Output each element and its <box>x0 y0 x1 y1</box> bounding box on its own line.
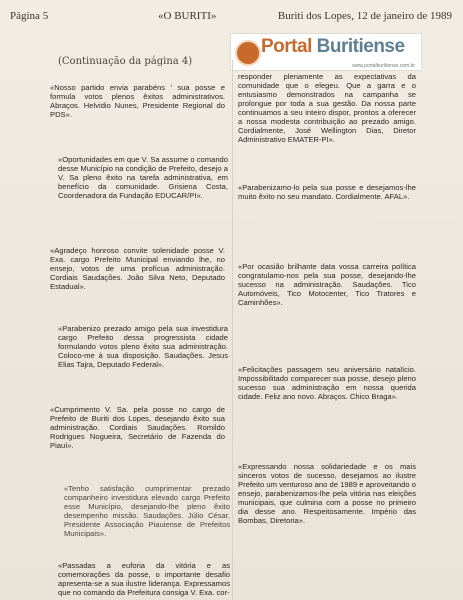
message-deputado-federal: «Parabenizo prezado amigo pela sua investidura cargo Prefeito dessa progressista cidade formulando votos pleno êxito sua administração. Coloco-me à sua disposição. Saudações. Jesus Elias Tajra, Deputado Federal». <box>58 324 228 369</box>
message-educar: «Oportunidades em que V. Sa assume o comando desse Município na condição de Prefeito, desejo a V. Sa pleno êxito na tarefa administrativa, em benefício da comunidade. Grisiena Costa, Coordenadora da Fundação EDUCAR/PI». <box>58 155 228 200</box>
issue-date: Buriti dos Lopes, 12 de janeiro de 1989 <box>277 10 452 22</box>
message-deputado-estadual: «Agradeço honroso convite solenidade posse V. Exa. cargo Prefeito Municipal enviando lhe, no ensejo, votos de uma profícua administração. Cordiais Saudações. João Silva Neto, Deputado Estadual». <box>50 246 225 291</box>
portal-buritiense-logo <box>230 33 422 71</box>
logo-url: www.portalburitiense.com.br <box>352 63 415 69</box>
logo-mark-icon <box>235 40 261 66</box>
message-afal: «Parabenizamo-lo pela sua posse e desejamos-lhe muito êxito no seu mandato. Cordialmente. AFAL». <box>238 183 416 201</box>
page-number: Página 5 <box>10 10 49 22</box>
message-secretario-fazenda: «Cumprimento V. Sa. pela posse no cargo de Prefeito de Buriti dos Lopes, desejando êxito sua administração. Cordiais Saudações. Romildo Rodrigues Nogueira, Secretário de Fazenda do Piauí». <box>50 405 225 450</box>
logo-wordmark: Portal Buritiense <box>261 36 405 57</box>
message-pds: «Nosso partido envia parabéns ′ sua posse e formula votos plenos êxitos administrativos. Abraços. Helvidio Nunes, Presidente Regional do PDS». <box>50 83 225 119</box>
message-emater-end: responder plenamente as expectativas da comunidade que o elegeu. Que a garra e o entusiasmo demonstrados na campanha se prolongue por toda a sua gestão. Da nossa parte continuamos a seu inteiro dispor, prontos a oferecer a nossa modesta contribuição ao prezado amigo. Cordialmente, José Wellington Dias, Diretor Administrativo EMATER-PI». <box>238 72 416 144</box>
message-chico-braga: «Felicitações passagem seu aniversário natalício. Impossibilitado comparecer sua posse, desejo pleno sucesso sua administração em nossa querida cidade. Feliz ano novo. Abraços. Chico Braga». <box>238 365 416 401</box>
message-euforia-start: «Passadas a euforia da vitória e as comemorações da posse, o importante desafio apresenta-se a sua ilustre liderança. Expressamos que no comando da Prefeitura consiga V. Exa. cor- <box>58 561 230 597</box>
message-imperio-bombas: «Expressando nossa solidariedade e os mais sinceros votos de sucesso, desejamos ao ilustre Prefeito um venturoso ano de 1989 e aproveitando o ensejo, parabenizamos-lhe pela vitória nas eleições municipais, que culmina com a posse no primeiro dia desse ano. Respeitosamente. Império das Bombas, Diretoria». <box>238 462 416 525</box>
newspaper-name: «O BURITI» <box>158 10 217 22</box>
message-tico: «Por ocasião brilhante data vossa carreira política congratulamo-nos pela sua posse, desejando-lhe sucesso na administração. Saudações. Tico Automóveis, Tico Motocenter, Tico Tratores e Caminhões». <box>238 262 416 307</box>
continuation-note: (Continuação da página 4) <box>58 56 193 67</box>
message-appm: «Tenho satisfação cumprimentar prezado companheiro investidura elevado cargo Prefeito esse Município, desejando-lhe pleno êxito desempenho missão. Saudações. Júlio César, Presidente Associação Piauiense de Prefeitos Municipais». <box>64 484 230 538</box>
page-header <box>8 8 456 26</box>
